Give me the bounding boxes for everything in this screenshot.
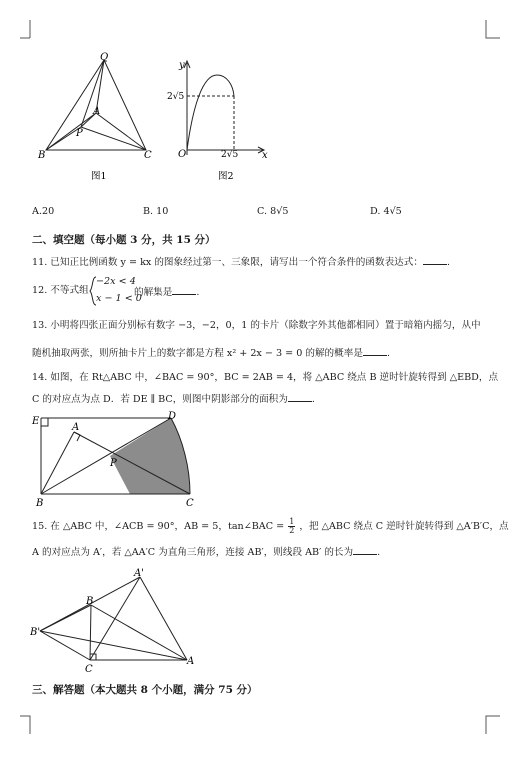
q15-seg-aprime-a xyxy=(140,577,187,660)
fig2-axis-x: x xyxy=(262,150,268,161)
q14-label-d: D xyxy=(168,411,177,422)
fig1-label-q: Q xyxy=(100,52,109,63)
figure-2 xyxy=(165,55,275,185)
question-15-line2: A 的对应点为 A′，若 △AA′C 为直角三角形，连接 AB′，则线段 AB′ 的长为 . xyxy=(32,547,381,558)
answer-blank-13[interactable] xyxy=(363,346,387,356)
q15-seg-cb xyxy=(90,605,91,660)
question-14-line1: 14. 如图，在 Rt△ABC 中，∠BAC = 90°，BC = 2AB = 4，将 △ABC 绕点 B 逆时针旋转得到 △EBD，点 xyxy=(32,372,499,383)
q14-label-a: A xyxy=(72,422,80,433)
question-12-prefix: 12. 不等式组 xyxy=(32,285,89,296)
fraction-one-half: $\frac{1}{2}$ xyxy=(289,517,295,535)
question-15-line1: 15. 在 △ABC 中，∠ACB = 90°，AB = 5，tan∠BAC = $\frac{1}{2}$ ，把 △ABC 绕点 C 逆时针旋转得到 △A′B′C，点 xyxy=(32,517,509,535)
question-12-line2: x − 1 < 0 xyxy=(96,293,142,304)
section-3-title: 三、解答题（本大题共 8 个小题，满分 75 分） xyxy=(32,684,258,696)
question-11: 11. 已知正比例函数 y = kx 的图象经过第一、三象限，请写出一个符合条件的函数表达式： . xyxy=(32,257,451,268)
q15-seg-c-aprime xyxy=(90,577,140,660)
q14-label-e: E xyxy=(32,416,40,427)
fig1-triangle-qbc xyxy=(46,60,146,150)
q14-label-b: B xyxy=(36,498,44,509)
fig1-label-b: B xyxy=(38,150,46,161)
fig1-segment-ab xyxy=(46,113,96,150)
fig2-caption: 图2 xyxy=(218,171,234,182)
q14-label-c: C xyxy=(186,498,194,509)
question-12-line1: −2x < 4 xyxy=(96,276,136,287)
q15-seg-cbprime xyxy=(40,631,90,660)
section-2-title: 二、填空题（每小题 3 分，共 15 分） xyxy=(32,234,216,246)
q15-label-c: C xyxy=(85,664,93,675)
fig1-label-a: A xyxy=(93,106,101,117)
fig2-curve xyxy=(187,75,234,150)
q14-label-p: P xyxy=(110,458,117,469)
q14-right-angle-a xyxy=(74,432,80,441)
fig1-label-p: P xyxy=(76,128,83,139)
fig1-label-c: C xyxy=(144,150,152,161)
q15-label-aprime: A' xyxy=(134,568,144,579)
answer-blank-15[interactable] xyxy=(353,545,377,555)
q15-seg-bprime-a xyxy=(40,631,187,660)
question-14-line2: C 的对应点为点 D．若 DE ∥ BC，则图中阴影部分的面积为 . xyxy=(32,394,315,405)
answer-blank-14[interactable] xyxy=(288,392,312,402)
fig2-y-tick: 2√5 xyxy=(167,92,185,102)
figure-1 xyxy=(36,50,166,185)
question-12-suffix: 的解集是 . xyxy=(134,287,200,298)
answer-blank-12[interactable] xyxy=(172,285,196,295)
q15-label-a: A xyxy=(187,656,195,667)
figure-q15 xyxy=(30,565,200,677)
option-d: D. 4√5 xyxy=(370,206,402,217)
q15-seg-bprime-b xyxy=(40,605,91,631)
fig1-segment-pc xyxy=(81,127,146,150)
question-13-line2: 随机抽取两张，则所抽卡片上的数字都是方程 x² + 2x − 3 = 0 的解的概率是 . xyxy=(32,348,390,359)
option-c: C. 8√5 xyxy=(257,206,289,217)
option-a: A.20 xyxy=(32,206,55,217)
shaded-sector xyxy=(110,418,190,494)
answer-blank-11[interactable] xyxy=(423,255,447,265)
question-13-line1: 13. 小明将四张正面分别标有数字 −3，−2，0，1 的卡片（除数字外其他都相同）置于暗箱内摇匀，从中 xyxy=(32,320,481,331)
fig2-origin: O xyxy=(178,149,187,160)
fig1-caption: 图1 xyxy=(91,171,107,182)
q15-label-bprime: B' xyxy=(30,627,41,638)
fig1-segment-ac xyxy=(96,113,146,150)
fig2-x-tick: 2√5 xyxy=(221,150,239,160)
figure-q14 xyxy=(30,410,205,510)
fig2-axis-y: y xyxy=(179,60,185,71)
option-b: B. 10 xyxy=(143,206,169,217)
q15-seg-ba xyxy=(91,605,187,660)
q15-label-b: B xyxy=(86,596,94,607)
q14-right-angle-e xyxy=(41,418,48,426)
